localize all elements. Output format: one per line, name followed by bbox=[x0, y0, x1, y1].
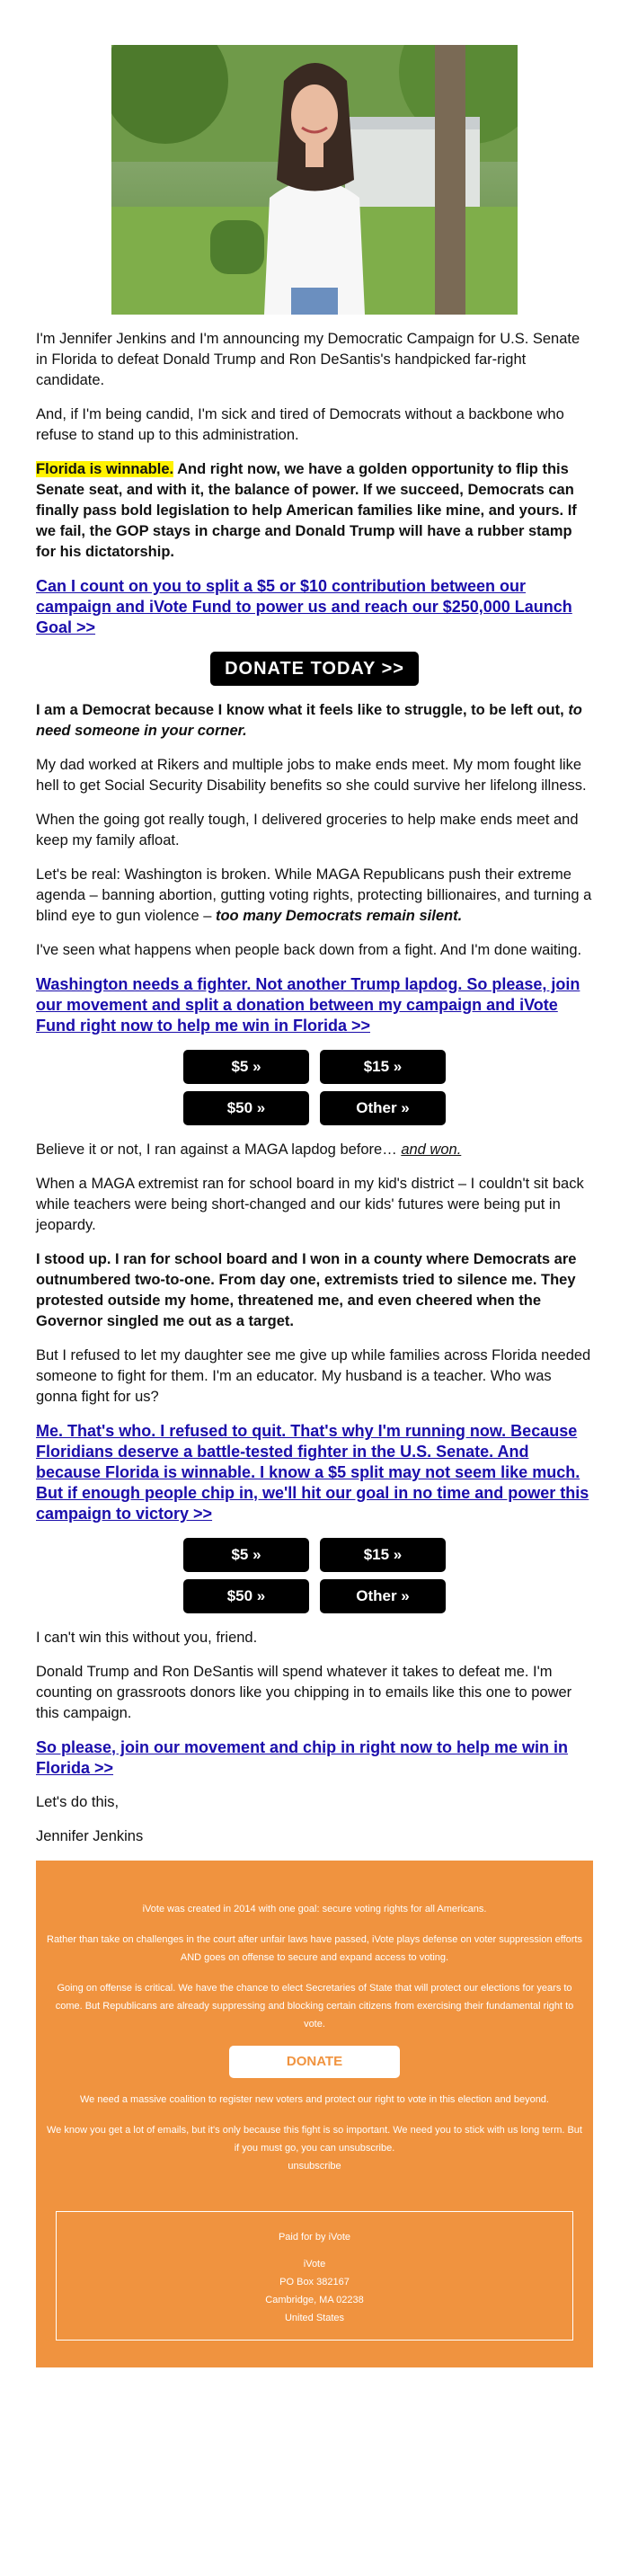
washington-paragraph bbox=[36, 865, 593, 927]
friend-paragraph: I can't win this without you, friend. bbox=[36, 1630, 258, 1646]
amount-50-button[interactable]: $50 » bbox=[183, 1091, 309, 1125]
ran-before-paragraph bbox=[36, 1140, 593, 1160]
hero-photo bbox=[111, 45, 518, 315]
washington-italic: too many Democrats remain silent. bbox=[215, 908, 463, 924]
backbone-paragraph: And, if I'm being candid, I'm sick and tired of Democrats without a backbone who refuse to stand up to this administration. bbox=[36, 406, 564, 443]
amount-15-button[interactable]: $15 » bbox=[320, 1050, 446, 1084]
done-waiting-paragraph: I've seen what happens when people back down from a fight. And I'm done waiting. bbox=[36, 942, 582, 958]
grassroots-paragraph: Donald Trump and Ron DeSantis will spend whatever it takes to defeat me. I'm counting on grassroots donors like you chipping in to emails like this one to power this campaign. bbox=[36, 1664, 572, 1721]
contribution-link-1[interactable]: Can I count on you to split a $5 or $10 contribution between our campaign and iVote Fund to power us and reach our $250,000 Launch Goal >> bbox=[36, 577, 572, 636]
amount-50-button[interactable]: $50 » bbox=[183, 1579, 309, 1613]
amount-grid-1 bbox=[183, 1050, 446, 1125]
school-board-paragraph: When a MAGA extremist ran for school board in my kid's district – I couldn't sit back while teachers were being short-changed and our kids' futures were being put in jeopardy. bbox=[36, 1176, 584, 1233]
amount-other-button[interactable]: Other » bbox=[320, 1091, 446, 1125]
democrat-text: I am a Democrat because I know what it feels like to struggle, to be left out, bbox=[36, 702, 569, 718]
and-won-text: and won. bbox=[401, 1141, 462, 1158]
country-line: United States bbox=[284, 2313, 345, 2323]
footer-offense: Going on offense is critical. We have the chance to elect Secretaries of State that will protect our elections for years to come. But Republicans are already suppressing and blocking certain citizens from exercising their fundamental right to vote. bbox=[55, 1983, 574, 2030]
fighter-link[interactable]: Washington needs a fighter. Not another Trump lapdog. So please, join our movement and split a donation between my campaign and iVote Fund right now to help me win in Florida >> bbox=[36, 975, 580, 1035]
amount-grid-2 bbox=[183, 1538, 446, 1613]
groceries-paragraph: When the going got really tough, I delivered groceries to help make ends meet and keep my family afloat. bbox=[36, 812, 579, 848]
ran-before-text: Believe it or not, I ran against a MAGA lapdog before… bbox=[36, 1141, 402, 1158]
washington-text: Let's be real: Washington is broken. While MAGA Republicans push their extreme agenda – banning abortion, gutting voting rights, protecting billionaires, and turning a blind eye to gun violence – bbox=[36, 866, 592, 924]
amount-5-button[interactable]: $5 » bbox=[183, 1050, 309, 1084]
winnable-rest: And right now, we have a golden opportunity to flip this Senate seat, and with it, the balance of power. If we succeed, Democrats can finally pass bold legislation to help American families like mine, and yours. If we fail, the GOP stays in charge and Donald Trump will have a rubber stamp for his dictatorship. bbox=[36, 461, 577, 560]
city-line: Cambridge, MA 02238 bbox=[265, 2295, 364, 2305]
footer-coalition: We need a massive coalition to register new voters and protect our right to vote in this election and beyond. bbox=[80, 2094, 549, 2105]
paid-for-box bbox=[56, 2211, 573, 2341]
democrat-paragraph bbox=[36, 700, 593, 742]
email-body bbox=[36, 0, 593, 1847]
footer-emails: We know you get a lot of emails, but it's only because this fight is so important. We need you to stick with us long term. But if you must go, you can unsubscribe. bbox=[47, 2125, 582, 2154]
chip-in-link[interactable]: So please, join our movement and chip in right now to help me win in Florida >> bbox=[36, 1738, 569, 1777]
amount-5-button[interactable]: $5 » bbox=[183, 1538, 309, 1572]
org-name: iVote bbox=[303, 2259, 326, 2270]
democrat-italic: to need someone in your corner. bbox=[36, 702, 582, 739]
footer-panel bbox=[36, 1861, 593, 2367]
po-box: PO Box 382167 bbox=[279, 2277, 350, 2287]
refused-to-quit-link[interactable]: Me. That's who. I refused to quit. That's why I'm running now. Because Floridians deserve a battle-tested fighter in the U.S. Senate. And because Florida is winnable. I know a $5 split may not seem like much. But if enough people chip in, we'll hit our goal in no time and power this campaign to victory >> bbox=[36, 1422, 589, 1523]
footer-defense: Rather than take on challenges in the court after unfair laws have passed, iVote plays defense on voter suppression efforts AND goes on offense to secure and expand access to voting. bbox=[47, 1934, 582, 1963]
amount-15-button[interactable]: $15 » bbox=[320, 1538, 446, 1572]
dad-paragraph: My dad worked at Rikers and multiple jobs to make ends meet. My mom fought like hell to get Social Security Disability benefits so she could survive her lifelong illness. bbox=[36, 757, 587, 794]
footer-donate-button[interactable]: DONATE bbox=[229, 2046, 400, 2078]
lets-do-this: Let's do this, bbox=[36, 1794, 120, 1810]
signature: Jennifer Jenkins bbox=[36, 1828, 144, 1844]
paid-for-text: Paid for by iVote bbox=[278, 2232, 351, 2243]
unsubscribe-link[interactable]: unsubscribe bbox=[288, 2161, 341, 2172]
highlight-text: Florida is winnable. bbox=[36, 461, 174, 477]
donate-today-button[interactable]: DONATE TODAY >> bbox=[210, 652, 419, 686]
winnable-paragraph bbox=[36, 459, 593, 563]
stood-up-paragraph: I stood up. I ran for school board and I won in a county where Democrats are outnumbered two-to-one. From day one, extremists tried to silence me. They protested outside my home, threatened me, and even cheered when the Governor singled me out as a target. bbox=[36, 1251, 577, 1329]
daughter-paragraph: But I refused to let my daughter see me give up while families across Florida needed someone to fight for them. I'm an educator. My husband is a teacher. Who was gonna fight for us? bbox=[36, 1347, 591, 1405]
amount-other-button[interactable]: Other » bbox=[320, 1579, 446, 1613]
footer-mission: iVote was created in 2014 with one goal: secure voting rights for all Americans. bbox=[142, 1904, 487, 1914]
intro-paragraph: I'm Jennifer Jenkins and I'm announcing my Democratic Campaign for U.S. Senate in Florida to defeat Donald Trump and Ron DeSantis's handpicked far-right candidate. bbox=[36, 331, 580, 388]
